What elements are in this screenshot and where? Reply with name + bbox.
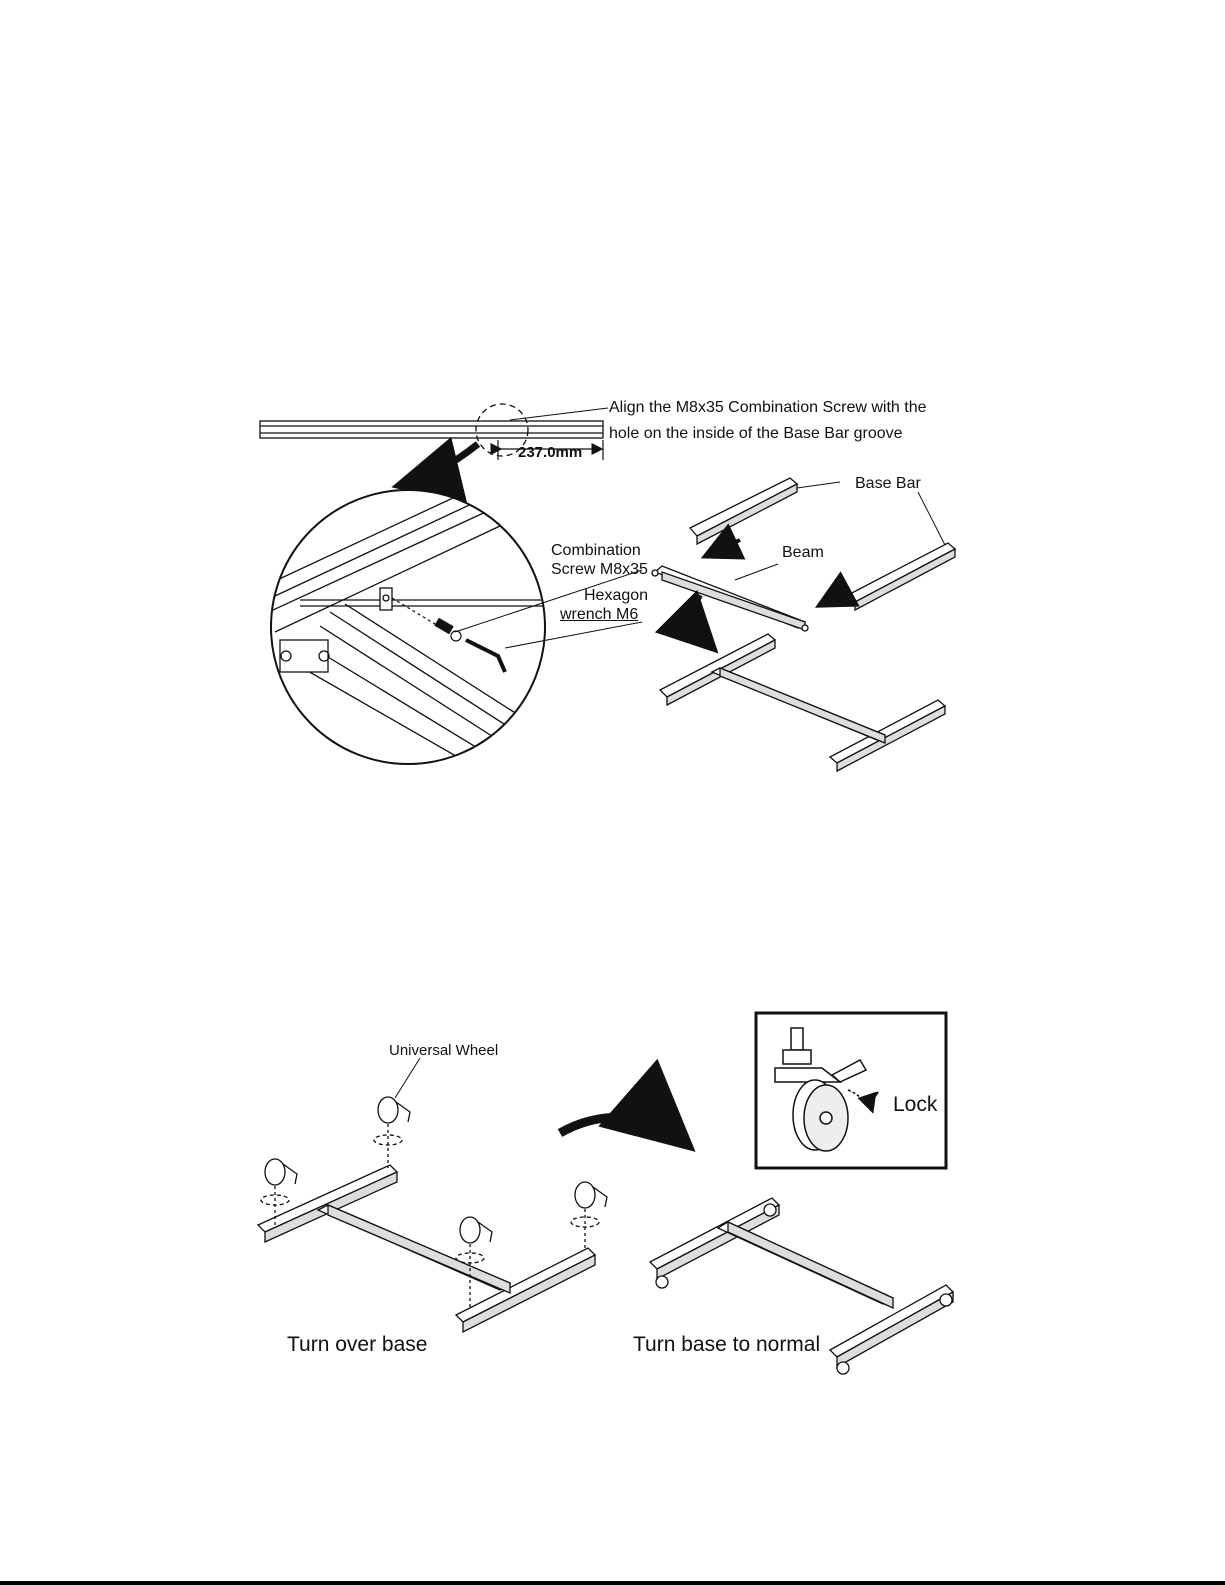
base-bar-label: Base Bar [855, 475, 921, 492]
beam-label: Beam [782, 544, 824, 561]
wrench-label-line1: Hexagon [584, 587, 649, 604]
lock-label: Lock [893, 1093, 938, 1116]
base-bar-leader-2 [918, 492, 945, 545]
wheel-leader [395, 1058, 420, 1098]
slide-arrow-right [822, 590, 848, 604]
turn-over-caption: Turn over base [287, 1333, 428, 1356]
magnified-joint-detail [260, 490, 570, 790]
magnify-arrow [405, 444, 478, 484]
base-bar-side-view [260, 421, 603, 438]
slide-arrow-left [708, 540, 740, 555]
screw-label-line2: Screw M8x35 [551, 561, 648, 578]
assemble-arrow [695, 595, 710, 645]
screw-label-line1: Combination [551, 542, 641, 559]
upside-down-frame [258, 1165, 595, 1332]
bottom-rule [0, 1581, 1225, 1585]
assembled-h-frame [660, 634, 945, 771]
turn-normal-caption: Turn base to normal [633, 1333, 821, 1356]
beam-leader [735, 564, 778, 580]
flip-arrow [560, 1117, 682, 1140]
align-note-line2: hole on the inside of the Base Bar groove [609, 425, 903, 442]
alignment-note-leader [510, 408, 608, 420]
lock-inset-frame [756, 1013, 946, 1168]
align-note-line1: Align the M8x35 Combination Screw with the [609, 399, 927, 416]
wrench-label-line2: wrench M6 [560, 606, 639, 623]
dimension-label: 237.0mm [518, 444, 583, 461]
universal-wheel-label: Universal Wheel [389, 1042, 499, 1059]
base-bar-leader-1 [797, 482, 840, 488]
